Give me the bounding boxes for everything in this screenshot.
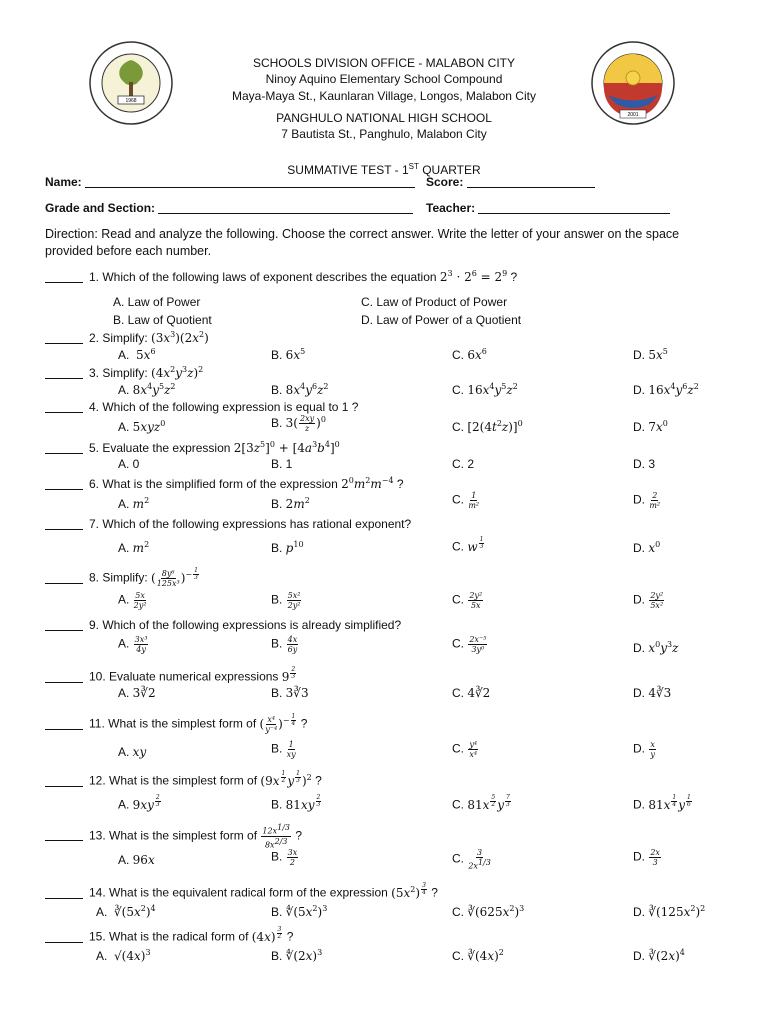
option-b: B. $∜(5x^2)^3$ [271,904,328,919]
question-8: 8. Simplify: ( $\frac{\text{8y⁶}}{\text{125x³}}$ )$^{- \frac{1}{3}}$ [45,568,745,588]
question-12: 12. What is the simplest form of (9x $^{\frac{1}{2}}$ y $^{\frac{1}{3}}$ )$^2$ ? [45,771,745,788]
option-d: D. Law of Power of a Quotient [361,313,522,327]
option-b: B. $2m^2$ [271,496,310,511]
option-a: A. $√(4x)^3$ [96,948,151,963]
division-address: Maya-Maya St., Kaunlaran Village, Longos, Malabon City [232,89,536,103]
option-d: D. $\frac{\text{2y²}}{\text{5x²}}$ [633,591,664,610]
question-1: 1. Which of the following laws of exponent describes the equation $2^3 \cdot 2^6 = 2^9$ ? [45,269,745,284]
option-b: B. 1 [271,457,293,471]
option-a: A. 3∛2 [118,686,156,700]
test-title: SUMMATIVE TEST - 1ST QUARTER [287,162,481,177]
question-2: 2. Simplify: $(3x^3)(2x^2)$ [45,330,745,345]
option-a: A. 96x [118,853,155,867]
question-6: 6. What is the simplified form of the expression $2^0m^2m^{-4}$ ? [45,476,745,491]
question-7: 7. Which of the following expressions has rational exponent? [45,517,745,531]
option-d: D. $∛(125x^2)^2$ [633,904,706,919]
option-d: D. 3 [633,457,656,471]
right-seal-year: 2001 [627,112,639,118]
option-c: C. Law of Product of Power [361,295,508,309]
answer-blank[interactable] [45,898,83,899]
question-4: 4. Which of the following expression is equal to 1 ? [45,400,745,414]
answer-blank[interactable] [45,729,83,730]
option-d: D. 81x $^{\frac{1}{4}}$ y $^{\frac{1}{6}}$ [633,794,691,812]
option-a: A. xy [118,745,147,759]
question-5: 5. Evaluate the expression $2[3z^5]^0 + [4a^3b^4]^0$ [45,440,745,455]
option-a: A. $\frac{\text{3x³}}{4y}$ [118,635,148,654]
answer-blank[interactable] [45,942,83,943]
option-c: C. $16x^4y^5z^2$ [452,382,518,397]
option-b: B. $\frac{3x}{2}$ [271,848,298,867]
option-b: B. $\frac{4x}{6y}$ [271,635,298,654]
option-b: B. $p^{10}$ [271,540,304,555]
option-b: B. Law of Quotient [113,313,212,327]
answer-blank[interactable] [45,682,83,683]
option-a: A. 0 [118,457,140,471]
school-name: PANGHULO NATIONAL HIGH SCHOOL [276,111,492,125]
option-a: A. 5xyz$^0$ [118,419,166,434]
option-a: A. Law of Power [113,295,201,309]
option-c: C. $\frac{\text{2x⁻⁵}}{\text{3y⁰}}$ [452,635,487,654]
option-a: A. $m^2$ [118,496,150,511]
option-b: B. $\frac{\text{5x²}}{\text{2y²}}$ [271,591,301,610]
option-d: D. $\frac{2x}{3}$ [633,848,660,867]
answer-blank[interactable] [45,583,83,584]
option-c: C. 2 [452,457,475,471]
option-d: D. 4∛3 [633,686,672,700]
option-a: A. $∛(5x^2)^4$ [96,904,156,919]
question-9: 9. Which of the following expressions is already simplified? [45,618,745,632]
division-name: SCHOOLS DIVISION OFFICE - MALABON CITY [252,56,516,70]
option-a: A. $m^2$ [118,540,150,555]
option-a: A. $5x^6$ [118,347,156,362]
option-c: C. $∛(4x)^2$ [452,948,504,963]
answer-blank[interactable] [45,840,83,841]
left-seal-year: 1968 [125,98,137,104]
option-d: D. $5x^5$ [633,347,668,362]
option-d: D. $7x^0$ [633,419,668,434]
teacher-field[interactable]: Teacher: [426,201,670,215]
option-d: D. $x^0$ [633,540,661,555]
answer-blank[interactable] [45,529,83,530]
answer-blank[interactable] [45,378,83,379]
option-c: C. $\frac{\text{2y²}}{5x}$ [452,591,483,610]
answer-blank[interactable] [45,630,83,631]
answer-blank[interactable] [45,489,83,490]
option-c: C. $6x^6$ [452,347,487,362]
option-a: A. $\frac{5x}{\text{2y²}}$ [118,591,147,610]
question-3: 3. Simplify: $(4x^2y^3z)^2$ [45,365,745,380]
answer-blank[interactable] [45,343,83,344]
option-b: B. 81xy $^{\frac{2}{3}}$ [271,794,321,812]
option-c: C. w $^{\frac{1}{3}}$ [452,536,484,554]
question-11: 11. What is the simplest form of ( $\frac{\text{x⁴}}{\text{y⁻⁴}}$ )$^{- \frac{1}{4}}$ ? [45,714,745,734]
option-d: D. $\frac{2}{\text{m²}}$ [633,491,661,510]
answer-blank[interactable] [45,786,83,787]
option-c: C. $\frac{1}{\text{m²}}$ [452,491,480,510]
grade-section-field[interactable]: Grade and Section: [45,201,413,215]
question-14: 14. What is the equivalent radical form of the expression $(5x^2)$ $^{\frac{3}{4}}$ ? [45,883,745,900]
option-c: C. $\frac{\text{y⁴}}{\text{x⁴}}$ [452,740,478,759]
option-b: B. $\frac{1}{xy}$ [271,740,296,759]
answer-blank[interactable] [45,412,83,413]
option-d: D. $∛(2x)^4$ [633,948,685,963]
question-15: 15. What is the radical form of (4x) $^{\frac{3}{2}}$ ? [45,927,745,944]
answer-blank[interactable] [45,453,83,454]
option-c: C. $\frac{3}{2x^{1/3}}$ [452,848,491,871]
option-b: B. 3∛3 [271,686,309,700]
option-d: D. $x^0y^3z$ [633,640,679,655]
name-field[interactable]: Name: [45,175,415,189]
option-b: B. $6x^5$ [271,347,306,362]
option-d: D. $16x^4y^6z^2$ [633,382,699,397]
option-b: B. 3( $\frac{2xy}{z}$ )$^0$ [271,414,326,433]
question-13: 13. What is the simplest form of $\frac{12x^{1/3}}{8x^{2/3}}$ ? [45,823,745,849]
option-c: C. $∛(625x^2)^3$ [452,904,525,919]
option-c: C. 81x $^{\frac{5}{2}}$ y $^{\frac{7}{3}}$ [452,794,510,812]
question-10: 10. Evaluate numerical expressions 9 $^{\frac{2}{3}}$ [45,667,745,684]
option-a: A. $8x^4y^5z^2$ [118,382,176,397]
score-field[interactable]: Score: [426,175,595,189]
compound-name: Ninoy Aquino Elementary School Compound [265,72,503,86]
school-address: 7 Bautista St., Panghulo, Malabon City [281,127,487,141]
option-d: D. $\frac{x}{y}$ [633,740,655,759]
answer-blank[interactable] [45,282,83,283]
option-c: C. 4∛2 [452,686,491,700]
option-b: B. $∜(2x)^3$ [271,948,323,963]
option-a: A. 9xy $^{\frac{2}{3}}$ [118,794,160,812]
option-c: C. $[2(4t^2z)]^0$ [452,419,523,434]
direction-text: Direction: Read and analyze the following. Choose the correct answer. Write the letter of your answer on the space provided before each number. [45,227,680,258]
option-b: B. $8x^4y^6z^2$ [271,382,329,397]
